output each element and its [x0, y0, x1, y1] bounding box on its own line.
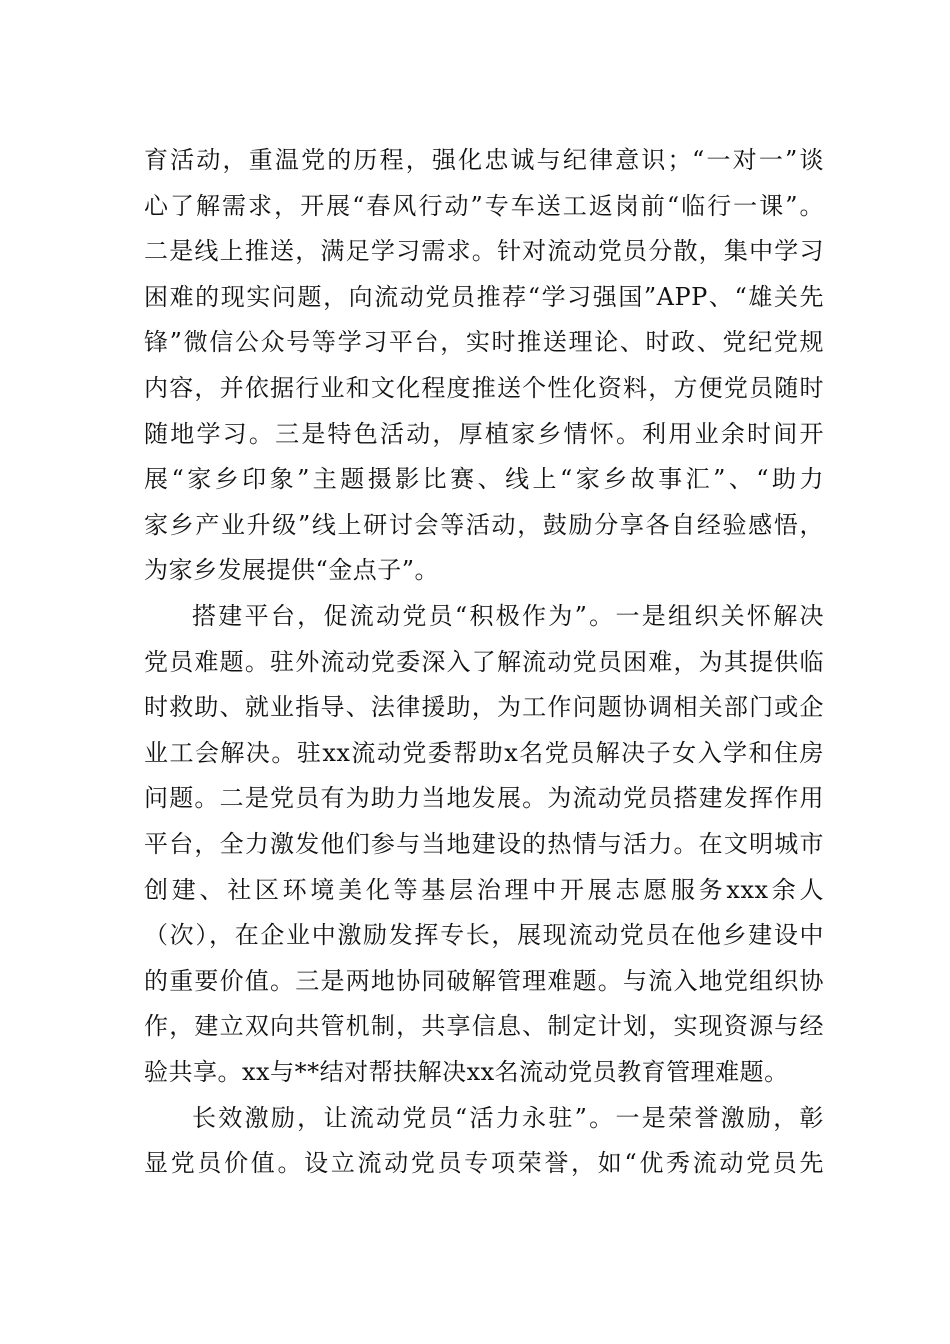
text-line: 党员难题。驻外流动党委深入了解流动党员困难，为其提供临	[144, 648, 824, 676]
text-line: 锋”微信公众号等学习平台，实时推送理论、时政、党纪党规	[144, 328, 824, 356]
text-line: 创建、社区环境美化等基层治理中开展志愿服务xxx余人	[144, 876, 824, 904]
text-line: 显党员价值。设立流动党员专项荣誉，如“优秀流动党员先	[144, 1149, 824, 1177]
text-line: 验共享。xx与**结对帮扶解决xx名流动党员教育管理难题。	[144, 1058, 789, 1086]
text-line: 平台，全力激发他们参与当地建设的热情与活力。在文明城市	[144, 830, 824, 858]
text-line: 随地学习。三是特色活动，厚植家乡情怀。利用业余时间开	[144, 420, 824, 448]
text-line: 困难的现实问题，向流动党员推荐“学习强国”APP、“雄关先	[144, 283, 824, 311]
text-line: 为家乡发展提供“金点子”。	[144, 556, 440, 584]
text-line: 内容，并依据行业和文化程度推送个性化资料，方便党员随时	[144, 374, 824, 402]
text-line: 业工会解决。驻xx流动党委帮助x名党员解决子女入学和住房	[144, 739, 824, 767]
text-line: 心了解需求，开展“春风行动”专车送工返岗前“临行一课”。	[144, 192, 824, 220]
text-line: （次），在企业中激励发挥专长，展现流动党员在他乡建设中	[144, 921, 824, 949]
text-line: 展“家乡印象”主题摄影比赛、线上“家乡故事汇”、“助力	[144, 465, 824, 493]
text-line: 问题。二是党员有为助力当地发展。为流动党员搭建发挥作用	[144, 784, 824, 812]
text-line: 的重要价值。三是两地协同破解管理难题。与流入地党组织协	[144, 967, 824, 995]
text-line: 二是线上推送，满足学习需求。针对流动党员分散，集中学习	[144, 237, 824, 265]
text-line: 长效激励，让流动党员“活力永驻”。一是荣誉激励，彰	[192, 1104, 824, 1132]
text-line: 作，建立双向共管机制，共享信息、制定计划，实现资源与经	[144, 1012, 824, 1040]
text-line: 搭建平台，促流动党员“积极作为”。一是组织关怀解决	[192, 602, 824, 630]
text-line: 时救助、就业指导、法律援助，为工作问题协调相关部门或企	[144, 693, 824, 721]
text-line: 育活动，重温党的历程，强化忠诚与纪律意识；“一对一”谈	[144, 146, 824, 174]
text-line: 家乡产业升级”线上研讨会等活动，鼓励分享各自经验感悟，	[144, 511, 824, 539]
